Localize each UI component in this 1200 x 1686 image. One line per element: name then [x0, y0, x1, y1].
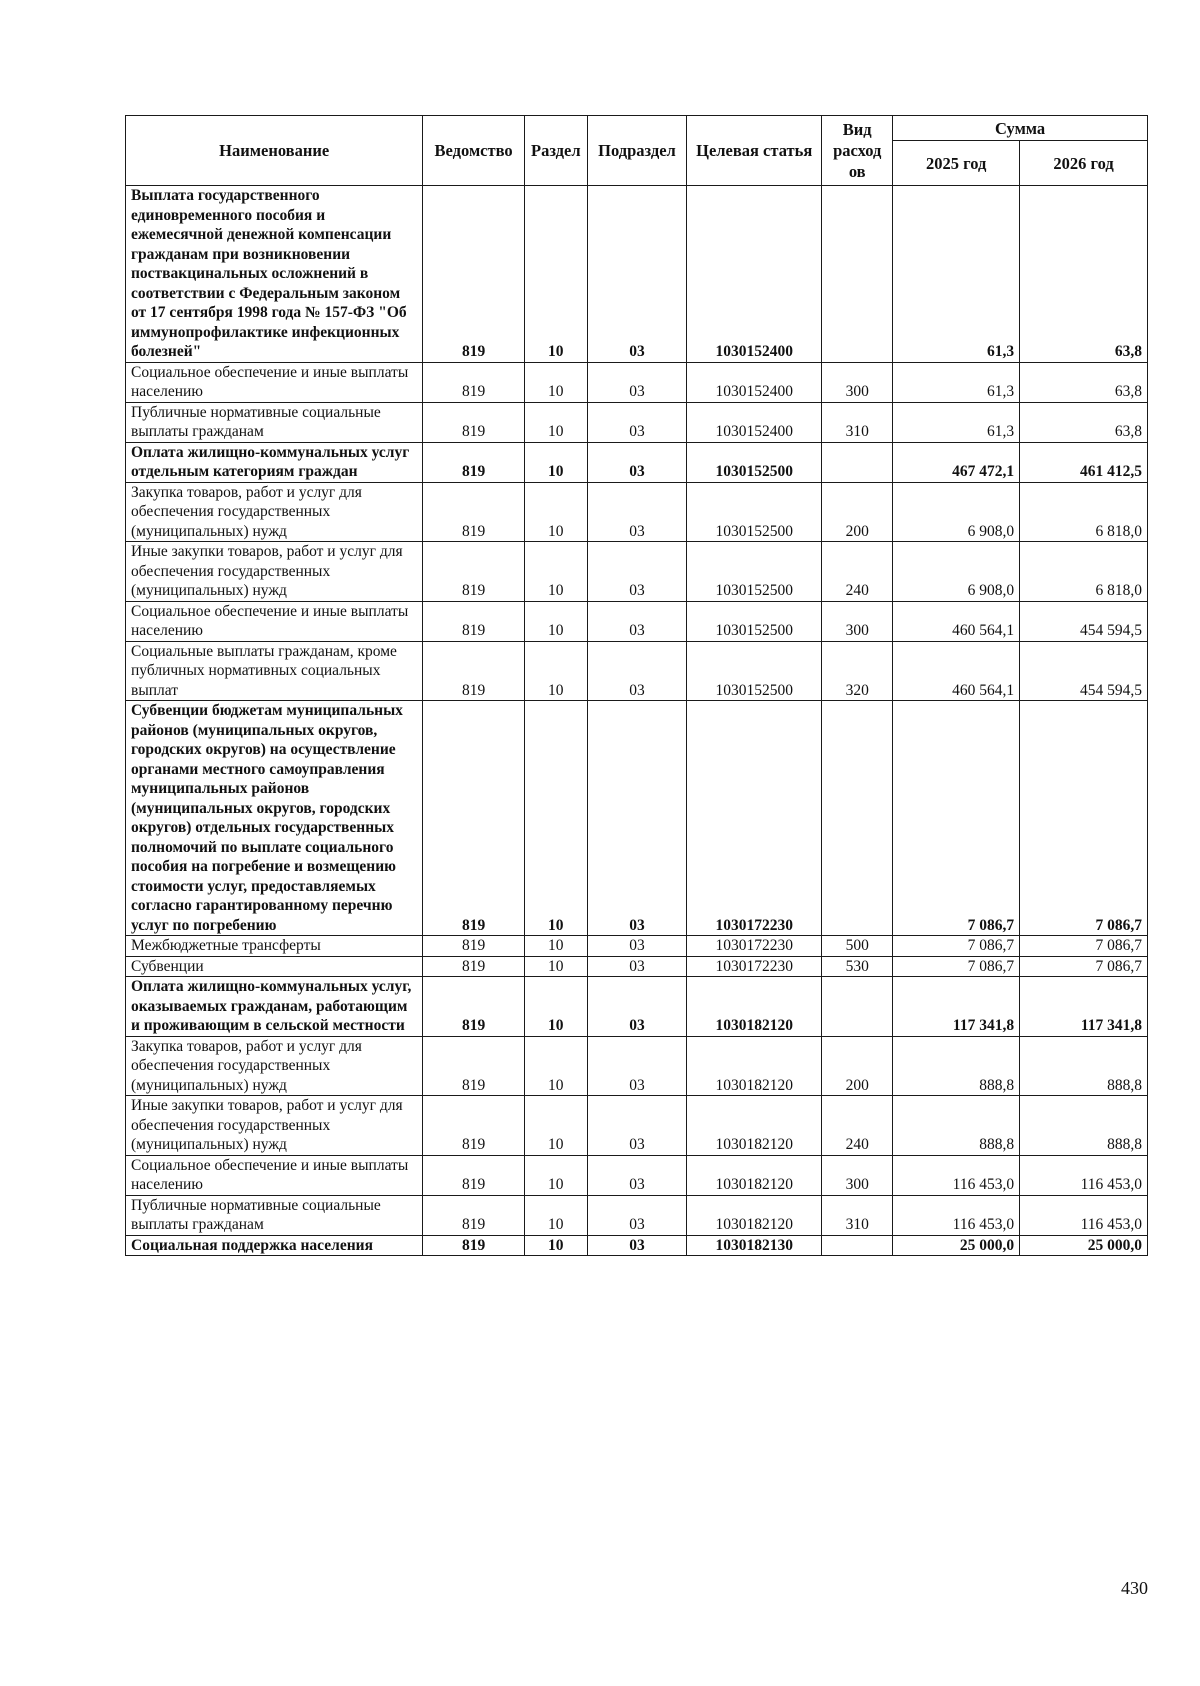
row-amount-2025: 460 564,1 [893, 601, 1020, 641]
row-amount-2025: 7 086,7 [893, 936, 1020, 957]
row-section: 10 [524, 701, 587, 936]
row-section: 10 [524, 1096, 587, 1156]
table-body [126, 186, 1148, 1256]
row-amount-2026: 63,8 [1020, 362, 1148, 402]
header-expense-type: Вид расход ов [822, 116, 893, 186]
row-amount-2026: 888,8 [1020, 1096, 1148, 1156]
row-target: 1030152500 [687, 542, 822, 602]
row-name: Закупка товаров, работ и услуг для обеспечения государственных (муниципальных) нужд [126, 1036, 423, 1096]
row-expense-type [822, 442, 893, 482]
row-section: 10 [524, 936, 587, 957]
row-section: 10 [524, 542, 587, 602]
row-expense-type: 310 [822, 402, 893, 442]
row-section: 10 [524, 601, 587, 641]
row-target: 1030172230 [687, 936, 822, 957]
row-subsection: 03 [587, 542, 686, 602]
row-name: Межбюджетные трансферты [126, 936, 423, 957]
row-name: Выплата государственного единовременного пособия и ежемесячной денежной компенсации гражданам при возникновении поствакцинальных осложнений в соответствии с Федеральным законом от 17 сентября 1998 года № 157-ФЗ "Об иммунопрофилактике инфекционных болезней" [126, 186, 423, 363]
row-expense-type: 300 [822, 362, 893, 402]
row-amount-2025: 61,3 [893, 186, 1020, 363]
row-section: 10 [524, 1195, 587, 1235]
row-amount-2026: 6 818,0 [1020, 482, 1148, 542]
row-amount-2025: 7 086,7 [893, 701, 1020, 936]
page-number: 430 [1121, 1578, 1148, 1598]
row-name: Закупка товаров, работ и услуг для обеспечения государственных (муниципальных) нужд [126, 482, 423, 542]
row-subsection: 03 [587, 442, 686, 482]
table-row [126, 1155, 1148, 1195]
row-name: Оплата жилищно-коммунальных услуг отдельным категориям граждан [126, 442, 423, 482]
row-section: 10 [524, 442, 587, 482]
row-subsection: 03 [587, 601, 686, 641]
row-amount-2026: 454 594,5 [1020, 641, 1148, 701]
table-row [126, 1036, 1148, 1096]
row-expense-type: 300 [822, 1155, 893, 1195]
row-target: 1030152500 [687, 641, 822, 701]
row-amount-2026: 7 086,7 [1020, 936, 1148, 957]
row-section: 10 [524, 641, 587, 701]
row-name: Иные закупки товаров, работ и услуг для обеспечения государственных (муниципальных) нужд [126, 1096, 423, 1156]
row-department: 819 [423, 402, 524, 442]
row-amount-2025: 6 908,0 [893, 542, 1020, 602]
row-department: 819 [423, 442, 524, 482]
row-target: 1030152400 [687, 362, 822, 402]
row-target: 1030182120 [687, 1155, 822, 1195]
row-expense-type: 240 [822, 1096, 893, 1156]
row-amount-2025: 888,8 [893, 1096, 1020, 1156]
row-department: 819 [423, 1155, 524, 1195]
row-section: 10 [524, 956, 587, 977]
row-target: 1030182120 [687, 1096, 822, 1156]
row-amount-2026: 6 818,0 [1020, 542, 1148, 602]
row-subsection: 03 [587, 641, 686, 701]
row-department: 819 [423, 1036, 524, 1096]
row-amount-2025: 61,3 [893, 362, 1020, 402]
header-sum: Сумма [893, 116, 1148, 141]
row-amount-2026: 25 000,0 [1020, 1235, 1148, 1256]
row-amount-2026: 454 594,5 [1020, 601, 1148, 641]
row-subsection: 03 [587, 186, 686, 363]
row-expense-type: 310 [822, 1195, 893, 1235]
row-name: Субвенции [126, 956, 423, 977]
row-target: 1030172230 [687, 956, 822, 977]
row-amount-2025: 7 086,7 [893, 956, 1020, 977]
header-name: Наименование [126, 116, 423, 186]
header-section: Раздел [524, 116, 587, 186]
row-department: 819 [423, 542, 524, 602]
row-name: Социальное обеспечение и иные выплаты населению [126, 1155, 423, 1195]
table-row [126, 482, 1148, 542]
row-department: 819 [423, 641, 524, 701]
row-amount-2025: 116 453,0 [893, 1155, 1020, 1195]
row-amount-2026: 7 086,7 [1020, 701, 1148, 936]
header-subsection: Подраздел [587, 116, 686, 186]
row-name: Иные закупки товаров, работ и услуг для обеспечения государственных (муниципальных) нужд [126, 542, 423, 602]
row-name: Субвенции бюджетам муниципальных районов (муниципальных округов, городских округов) на осуществление органами местного самоуправления муниципальных районов (муниципальных округов, городских округов) отдельных государственных полномочий по выплате социального пособия на погребение и возмещению стоимости услуг, предоставляемых согласно гарантированному перечню услуг по погребению [126, 701, 423, 936]
row-subsection: 03 [587, 482, 686, 542]
row-target: 1030182130 [687, 1235, 822, 1256]
row-target: 1030182120 [687, 1036, 822, 1096]
row-name: Социальные выплаты гражданам, кроме публичных нормативных социальных выплат [126, 641, 423, 701]
row-target: 1030172230 [687, 701, 822, 936]
row-subsection: 03 [587, 1235, 686, 1256]
row-section: 10 [524, 1036, 587, 1096]
row-target: 1030152400 [687, 402, 822, 442]
row-amount-2025: 117 341,8 [893, 977, 1020, 1037]
row-expense-type [822, 186, 893, 363]
table-row [126, 542, 1148, 602]
row-department: 819 [423, 1195, 524, 1235]
row-department: 819 [423, 977, 524, 1037]
row-department: 819 [423, 701, 524, 936]
row-target: 1030152500 [687, 442, 822, 482]
row-target: 1030182120 [687, 977, 822, 1037]
row-expense-type: 240 [822, 542, 893, 602]
row-amount-2025: 467 472,1 [893, 442, 1020, 482]
row-amount-2026: 7 086,7 [1020, 956, 1148, 977]
row-name: Оплата жилищно-коммунальных услуг, оказываемых гражданам, работающим и проживающим в сельской местности [126, 977, 423, 1037]
row-amount-2025: 61,3 [893, 402, 1020, 442]
table-row [126, 977, 1148, 1037]
row-subsection: 03 [587, 1036, 686, 1096]
row-amount-2026: 63,8 [1020, 402, 1148, 442]
row-target: 1030152500 [687, 601, 822, 641]
row-department: 819 [423, 1096, 524, 1156]
table-row [126, 362, 1148, 402]
row-department: 819 [423, 1235, 524, 1256]
row-expense-type: 500 [822, 936, 893, 957]
row-subsection: 03 [587, 936, 686, 957]
table-row [126, 641, 1148, 701]
row-amount-2026: 116 453,0 [1020, 1155, 1148, 1195]
row-section: 10 [524, 1235, 587, 1256]
row-subsection: 03 [587, 956, 686, 977]
row-subsection: 03 [587, 402, 686, 442]
row-name: Социальное обеспечение и иные выплаты населению [126, 362, 423, 402]
row-name: Публичные нормативные социальные выплаты гражданам [126, 1195, 423, 1235]
budget-table [125, 115, 1148, 1256]
row-subsection: 03 [587, 362, 686, 402]
row-section: 10 [524, 186, 587, 363]
row-name: Публичные нормативные социальные выплаты гражданам [126, 402, 423, 442]
row-amount-2026: 461 412,5 [1020, 442, 1148, 482]
row-amount-2025: 116 453,0 [893, 1195, 1020, 1235]
table-row [126, 936, 1148, 957]
table-row [126, 1096, 1148, 1156]
row-amount-2025: 25 000,0 [893, 1235, 1020, 1256]
row-expense-type: 300 [822, 601, 893, 641]
row-subsection: 03 [587, 701, 686, 936]
table-row [126, 1235, 1148, 1256]
row-amount-2025: 888,8 [893, 1036, 1020, 1096]
row-department: 819 [423, 936, 524, 957]
table-row [126, 402, 1148, 442]
row-expense-type: 200 [822, 482, 893, 542]
row-expense-type: 530 [822, 956, 893, 977]
table-row [126, 442, 1148, 482]
header-year-2025: 2025 год [893, 141, 1020, 186]
header-year-2026: 2026 год [1020, 141, 1148, 186]
row-target: 1030152500 [687, 482, 822, 542]
row-expense-type [822, 1235, 893, 1256]
row-subsection: 03 [587, 1155, 686, 1195]
row-expense-type: 200 [822, 1036, 893, 1096]
row-amount-2026: 116 453,0 [1020, 1195, 1148, 1235]
row-amount-2025: 460 564,1 [893, 641, 1020, 701]
row-subsection: 03 [587, 1096, 686, 1156]
row-amount-2025: 6 908,0 [893, 482, 1020, 542]
row-expense-type: 320 [822, 641, 893, 701]
row-subsection: 03 [587, 1195, 686, 1235]
header-department: Ведомство [423, 116, 524, 186]
row-section: 10 [524, 482, 587, 542]
row-target: 1030182120 [687, 1195, 822, 1235]
row-department: 819 [423, 362, 524, 402]
row-department: 819 [423, 601, 524, 641]
row-target: 1030152400 [687, 186, 822, 363]
row-section: 10 [524, 362, 587, 402]
table-row [126, 1195, 1148, 1235]
row-expense-type [822, 977, 893, 1037]
row-section: 10 [524, 402, 587, 442]
table-row [126, 186, 1148, 363]
row-amount-2026: 888,8 [1020, 1036, 1148, 1096]
row-amount-2026: 117 341,8 [1020, 977, 1148, 1037]
row-name: Социальная поддержка населения [126, 1235, 423, 1256]
row-department: 819 [423, 956, 524, 977]
table-row [126, 601, 1148, 641]
row-subsection: 03 [587, 977, 686, 1037]
row-department: 819 [423, 186, 524, 363]
row-section: 10 [524, 977, 587, 1037]
table-row [126, 956, 1148, 977]
row-department: 819 [423, 482, 524, 542]
row-amount-2026: 63,8 [1020, 186, 1148, 363]
table-row [126, 701, 1148, 936]
row-name: Социальное обеспечение и иные выплаты населению [126, 601, 423, 641]
row-expense-type [822, 701, 893, 936]
row-section: 10 [524, 1155, 587, 1195]
header-target: Целевая статья [687, 116, 822, 186]
